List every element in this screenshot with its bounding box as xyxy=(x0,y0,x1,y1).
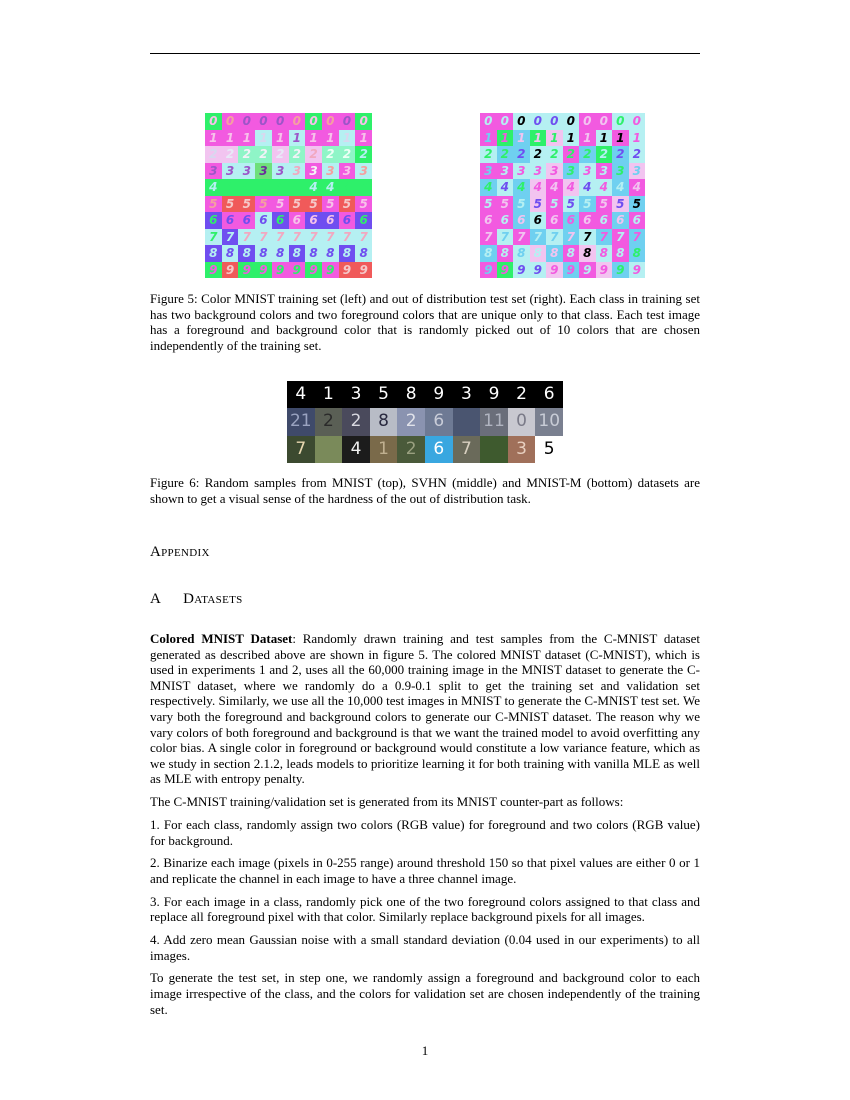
digit-cell: 3 xyxy=(530,163,547,180)
digit-cell: 1 xyxy=(629,130,646,147)
digit-cell: 5 xyxy=(546,196,563,213)
digit-cell: 1 xyxy=(480,130,497,147)
digit-cell: 6 xyxy=(255,212,272,229)
digit-cell: 8 xyxy=(612,245,629,262)
sample-digit: 11 xyxy=(480,408,508,435)
digit-cell: 8 xyxy=(596,245,613,262)
digit-cell: 6 xyxy=(205,212,222,229)
digit-cell: 4 xyxy=(205,179,222,196)
digit-cell: 0 xyxy=(238,113,255,130)
digit-cell: 2 xyxy=(629,146,646,163)
digit-cell: 6 xyxy=(322,212,339,229)
figure6-samples xyxy=(287,381,563,463)
digit-cell: 0 xyxy=(322,113,339,130)
step-3: 3. For each image in a class, randomly pick one of the two foreground colors assigned to that class and replace all foreground pixel with that color. Similarly replace background pixels for all images. xyxy=(150,893,700,925)
sample-digit: 1 xyxy=(315,381,343,408)
digit-cell: 4 xyxy=(339,179,356,196)
digit-cell: 6 xyxy=(222,212,239,229)
sample-digit: 4 xyxy=(287,381,315,408)
digit-cell: 7 xyxy=(339,229,356,246)
digit-cell: 5 xyxy=(238,196,255,213)
digit-cell: 4 xyxy=(272,179,289,196)
figure5-training-grid xyxy=(205,113,372,278)
digit-cell: 4 xyxy=(546,179,563,196)
sample-digit: 2 xyxy=(508,381,536,408)
digit-cell: 3 xyxy=(305,163,322,180)
sample-digit xyxy=(315,436,343,463)
digit-cell: 3 xyxy=(579,163,596,180)
step-2: 2. Binarize each image (pixels in 0-255 range) around threshold 150 so that pixel values are either 0 or 1 and replicate the channel in each image to have a three channel image. xyxy=(150,855,700,886)
sample-digit: 9 xyxy=(425,381,453,408)
digit-cell: 4 xyxy=(629,179,646,196)
sample-digit xyxy=(480,436,508,463)
section-a-heading xyxy=(150,591,243,608)
digit-cell: 9 xyxy=(289,262,306,279)
digit-cell: 5 xyxy=(612,196,629,213)
digit-cell: 8 xyxy=(222,245,239,262)
appendix-body xyxy=(150,631,700,1024)
digit-cell: 2 xyxy=(480,146,497,163)
sample-digit: 8 xyxy=(397,381,425,408)
sample-digit: 8 xyxy=(370,408,398,435)
digit-cell: 2 xyxy=(272,146,289,163)
sample-digit: 9 xyxy=(480,381,508,408)
digit-cell: 3 xyxy=(339,163,356,180)
digit-cell: 3 xyxy=(629,163,646,180)
digit-cell: 5 xyxy=(222,196,239,213)
digit-cell: 0 xyxy=(339,113,356,130)
digit-cell: 1 xyxy=(612,130,629,147)
digit-cell: 4 xyxy=(305,179,322,196)
digit-cell: 5 xyxy=(530,196,547,213)
digit-cell: 2 xyxy=(513,146,530,163)
digit-cell: 3 xyxy=(205,163,222,180)
mnistm-row xyxy=(287,436,563,463)
digit-cell: 1 xyxy=(289,130,306,147)
header-rule xyxy=(150,53,700,54)
sample-digit: 4 xyxy=(342,436,370,463)
appendix-heading: Appendix xyxy=(150,544,210,560)
digit-cell: 7 xyxy=(530,229,547,246)
digit-cell: 1 xyxy=(596,130,613,147)
digit-cell: 3 xyxy=(238,163,255,180)
digit-cell: 9 xyxy=(579,262,596,279)
digit-cell: 4 xyxy=(255,179,272,196)
digit-cell: 2 xyxy=(305,146,322,163)
digit-cell: 2 xyxy=(339,146,356,163)
digit-cell: 4 xyxy=(355,179,372,196)
digit-cell: 2 xyxy=(289,146,306,163)
digit-cell: 4 xyxy=(530,179,547,196)
sample-digit: 6 xyxy=(535,381,563,408)
digit-cell: 7 xyxy=(205,229,222,246)
digit-cell: 4 xyxy=(563,179,580,196)
digit-cell: 7 xyxy=(305,229,322,246)
sample-digit: 21 xyxy=(287,408,315,435)
digit-cell: 3 xyxy=(480,163,497,180)
digit-cell: 2 xyxy=(579,146,596,163)
digit-cell: 6 xyxy=(513,212,530,229)
digit-cell: 6 xyxy=(355,212,372,229)
sample-digit: 3 xyxy=(508,436,536,463)
digit-cell: 7 xyxy=(480,229,497,246)
digit-cell: 0 xyxy=(272,113,289,130)
digit-cell: 5 xyxy=(272,196,289,213)
digit-cell: 1 xyxy=(272,130,289,147)
digit-cell: 8 xyxy=(497,245,514,262)
test-set-paragraph: To generate the test set, in step one, we randomly assign a foreground and background color to each image irrespective of the class, and the colors for validation set are chosen independently of the training set. xyxy=(150,970,700,1017)
digit-cell: 0 xyxy=(546,113,563,130)
digit-cell: 0 xyxy=(305,113,322,130)
digit-cell: 0 xyxy=(530,113,547,130)
digit-cell: 7 xyxy=(222,229,239,246)
digit-cell: 4 xyxy=(596,179,613,196)
digit-cell: 8 xyxy=(579,245,596,262)
digit-cell: 1 xyxy=(579,130,596,147)
digit-cell: 8 xyxy=(205,245,222,262)
digit-cell: 5 xyxy=(480,196,497,213)
sample-digit xyxy=(453,408,481,435)
section-title: Datasets xyxy=(183,591,243,607)
digit-cell: 3 xyxy=(272,163,289,180)
digit-cell: 7 xyxy=(272,229,289,246)
digit-cell: 0 xyxy=(513,113,530,130)
digit-cell: 1 xyxy=(238,130,255,147)
digit-cell: 4 xyxy=(579,179,596,196)
digit-cell: 3 xyxy=(355,163,372,180)
digit-cell: 9 xyxy=(322,262,339,279)
digit-cell: 4 xyxy=(480,179,497,196)
digit-cell: 2 xyxy=(497,146,514,163)
figure6-caption: Figure 6: Random samples from MNIST (top), SVHN (middle) and MNIST-M (bottom) datasets are shown to get a visual sense of the hardness of the out of distribution task. xyxy=(150,475,700,506)
digit-cell: 8 xyxy=(238,245,255,262)
digit-cell: 6 xyxy=(272,212,289,229)
digit-cell: 4 xyxy=(238,179,255,196)
digit-cell: 6 xyxy=(546,212,563,229)
digit-cell: 0 xyxy=(480,113,497,130)
sample-digit: 7 xyxy=(287,436,315,463)
colored-mnist-lead: Colored MNIST Dataset xyxy=(150,631,293,646)
digit-cell: 8 xyxy=(322,245,339,262)
digit-cell: 6 xyxy=(497,212,514,229)
digit-cell: 9 xyxy=(255,262,272,279)
page-number: 1 xyxy=(421,1043,429,1058)
digit-cell: 3 xyxy=(322,163,339,180)
digit-cell: 5 xyxy=(339,196,356,213)
colored-mnist-paragraph xyxy=(150,631,700,787)
digit-cell: 7 xyxy=(497,229,514,246)
digit-cell: 1 xyxy=(355,130,372,147)
digit-cell: 9 xyxy=(205,262,222,279)
digit-cell: 8 xyxy=(355,245,372,262)
section-number: A xyxy=(150,591,162,607)
digit-cell: 6 xyxy=(596,212,613,229)
digit-cell: 7 xyxy=(563,229,580,246)
digit-cell: 7 xyxy=(355,229,372,246)
digit-cell: 2 xyxy=(205,146,222,163)
digit-cell: 6 xyxy=(339,212,356,229)
digit-cell: 4 xyxy=(322,179,339,196)
sample-digit: 2 xyxy=(315,408,343,435)
digit-cell: 1 xyxy=(563,130,580,147)
digit-cell: 5 xyxy=(205,196,222,213)
figure5-test-grid xyxy=(480,113,645,278)
digit-cell: 6 xyxy=(629,212,646,229)
sample-digit: 6 xyxy=(425,408,453,435)
digit-cell: 6 xyxy=(289,212,306,229)
sample-digit: 5 xyxy=(535,436,563,463)
digit-cell: 1 xyxy=(255,130,272,147)
digit-cell: 4 xyxy=(612,179,629,196)
digit-cell: 9 xyxy=(305,262,322,279)
step-1: 1. For each class, randomly assign two colors (RGB value) for foreground and two colors (RGB value) for background. xyxy=(150,816,700,848)
sample-digit: 3 xyxy=(342,381,370,408)
digit-cell: 5 xyxy=(629,196,646,213)
sample-digit: 2 xyxy=(397,436,425,463)
sample-digit: 5 xyxy=(370,381,398,408)
mnist-row xyxy=(287,381,563,408)
digit-cell: 8 xyxy=(480,245,497,262)
digit-cell: 3 xyxy=(222,163,239,180)
digit-cell: 2 xyxy=(222,146,239,163)
figure5-caption: Figure 5: Color MNIST training set (left) and out of distribution test set (right). Each class in training set has two background colors and two foreground colors that are unique only to that class. Each test image has a foreground and background color that is randomly picked out of 10 colors that are chosen independently of the training set. xyxy=(150,291,700,353)
digit-cell: 6 xyxy=(563,212,580,229)
digit-cell: 3 xyxy=(289,163,306,180)
digit-cell: 1 xyxy=(322,130,339,147)
digit-cell: 9 xyxy=(629,262,646,279)
digit-cell: 5 xyxy=(355,196,372,213)
digit-cell: 7 xyxy=(289,229,306,246)
intro-steps-paragraph: The C-MNIST training/validation set is generated from its MNIST counter-part as follows: xyxy=(150,794,624,810)
step-4: 4. Add zero mean Gaussian noise with a small standard deviation (0.04 used in our experiments) to all images. xyxy=(150,932,700,963)
digit-cell: 3 xyxy=(513,163,530,180)
digit-cell: 7 xyxy=(322,229,339,246)
digit-cell: 6 xyxy=(612,212,629,229)
digit-cell: 7 xyxy=(546,229,563,246)
digit-cell: 9 xyxy=(480,262,497,279)
digit-cell: 9 xyxy=(612,262,629,279)
digit-cell: 8 xyxy=(289,245,306,262)
digit-cell: 7 xyxy=(255,229,272,246)
digit-cell: 8 xyxy=(513,245,530,262)
digit-cell: 9 xyxy=(497,262,514,279)
digit-cell: 9 xyxy=(546,262,563,279)
digit-cell: 8 xyxy=(305,245,322,262)
digit-cell: 4 xyxy=(289,179,306,196)
digit-cell: 1 xyxy=(222,130,239,147)
digit-cell: 1 xyxy=(339,130,356,147)
digit-cell: 8 xyxy=(546,245,563,262)
digit-cell: 9 xyxy=(222,262,239,279)
digit-cell: 1 xyxy=(305,130,322,147)
digit-cell: 3 xyxy=(596,163,613,180)
digit-cell: 9 xyxy=(355,262,372,279)
digit-cell: 5 xyxy=(563,196,580,213)
digit-cell: 0 xyxy=(355,113,372,130)
digit-cell: 4 xyxy=(222,179,239,196)
sample-digit: 0 xyxy=(508,408,536,435)
digit-cell: 3 xyxy=(497,163,514,180)
sample-digit: 3 xyxy=(453,381,481,408)
digit-cell: 4 xyxy=(513,179,530,196)
digit-cell: 9 xyxy=(339,262,356,279)
digit-cell: 7 xyxy=(596,229,613,246)
digit-cell: 2 xyxy=(563,146,580,163)
sample-digit: 1 xyxy=(370,436,398,463)
digit-cell: 5 xyxy=(289,196,306,213)
digit-cell: 0 xyxy=(563,113,580,130)
sample-digit: 2 xyxy=(397,408,425,435)
digit-cell: 3 xyxy=(612,163,629,180)
digit-cell: 2 xyxy=(322,146,339,163)
digit-cell: 2 xyxy=(612,146,629,163)
digit-cell: 0 xyxy=(497,113,514,130)
digit-cell: 7 xyxy=(579,229,596,246)
digit-cell: 7 xyxy=(629,229,646,246)
digit-cell: 0 xyxy=(579,113,596,130)
digit-cell: 5 xyxy=(255,196,272,213)
digit-cell: 6 xyxy=(480,212,497,229)
digit-cell: 5 xyxy=(305,196,322,213)
digit-cell: 7 xyxy=(612,229,629,246)
sample-digit: 7 xyxy=(453,436,481,463)
digit-cell: 0 xyxy=(596,113,613,130)
digit-cell: 4 xyxy=(497,179,514,196)
digit-cell: 8 xyxy=(530,245,547,262)
digit-cell: 6 xyxy=(305,212,322,229)
digit-cell: 3 xyxy=(255,163,272,180)
digit-cell: 8 xyxy=(339,245,356,262)
digit-cell: 3 xyxy=(563,163,580,180)
digit-cell: 2 xyxy=(596,146,613,163)
digit-cell: 0 xyxy=(289,113,306,130)
digit-cell: 9 xyxy=(596,262,613,279)
digit-cell: 1 xyxy=(546,130,563,147)
digit-cell: 5 xyxy=(513,196,530,213)
sample-digit: 6 xyxy=(425,436,453,463)
digit-cell: 2 xyxy=(255,146,272,163)
digit-cell: 7 xyxy=(513,229,530,246)
digit-cell: 5 xyxy=(579,196,596,213)
digit-cell: 9 xyxy=(513,262,530,279)
digit-cell: 2 xyxy=(355,146,372,163)
digit-cell: 9 xyxy=(530,262,547,279)
digit-cell: 1 xyxy=(530,130,547,147)
digit-cell: 9 xyxy=(272,262,289,279)
digit-cell: 8 xyxy=(255,245,272,262)
digit-cell: 6 xyxy=(238,212,255,229)
digit-cell: 7 xyxy=(238,229,255,246)
digit-cell: 2 xyxy=(530,146,547,163)
digit-cell: 0 xyxy=(612,113,629,130)
colored-mnist-body: : Randomly drawn training and test samples from the C-MNIST dataset generated as described above are shown in figure 5. The colored MNIST dataset (C-MNIST), which is used in experiments 1 and 2, uses all the 60,000 training image in the MNIST dataset to generate the C-MNIST dataset, where we randomly do a 0.9-0.1 split to get the training set and validation set respectively. Similarly, we use all the 10,000 test images in MNIST to generate the C-MNIST test set. We vary both the foreground and background colors to generate our C-MNIST dataset. The reason why we vary colors of both foreground and background is that we want the trained model to avoid overfitting any color bias. A single color in foreground or background would constitute a low variance feature, which as we study in section 2.1.2, leads models to prioritize learning it for both training with vanilla MLE as well as MLE with entropy penalty. xyxy=(150,631,700,787)
digit-cell: 0 xyxy=(222,113,239,130)
digit-cell: 8 xyxy=(629,245,646,262)
digit-cell: 5 xyxy=(322,196,339,213)
digit-cell: 8 xyxy=(272,245,289,262)
svhn-row xyxy=(287,408,563,435)
digit-cell: 2 xyxy=(238,146,255,163)
digit-cell: 1 xyxy=(497,130,514,147)
digit-cell: 6 xyxy=(530,212,547,229)
digit-cell: 0 xyxy=(205,113,222,130)
digit-cell: 2 xyxy=(546,146,563,163)
digit-cell: 1 xyxy=(205,130,222,147)
sample-digit: 2 xyxy=(342,408,370,435)
digit-cell: 9 xyxy=(563,262,580,279)
digit-cell: 8 xyxy=(563,245,580,262)
digit-cell: 1 xyxy=(513,130,530,147)
digit-cell: 9 xyxy=(238,262,255,279)
digit-cell: 5 xyxy=(596,196,613,213)
digit-cell: 5 xyxy=(497,196,514,213)
digit-cell: 3 xyxy=(546,163,563,180)
digit-cell: 0 xyxy=(629,113,646,130)
sample-digit: 10 xyxy=(535,408,563,435)
digit-cell: 0 xyxy=(255,113,272,130)
digit-cell: 6 xyxy=(579,212,596,229)
